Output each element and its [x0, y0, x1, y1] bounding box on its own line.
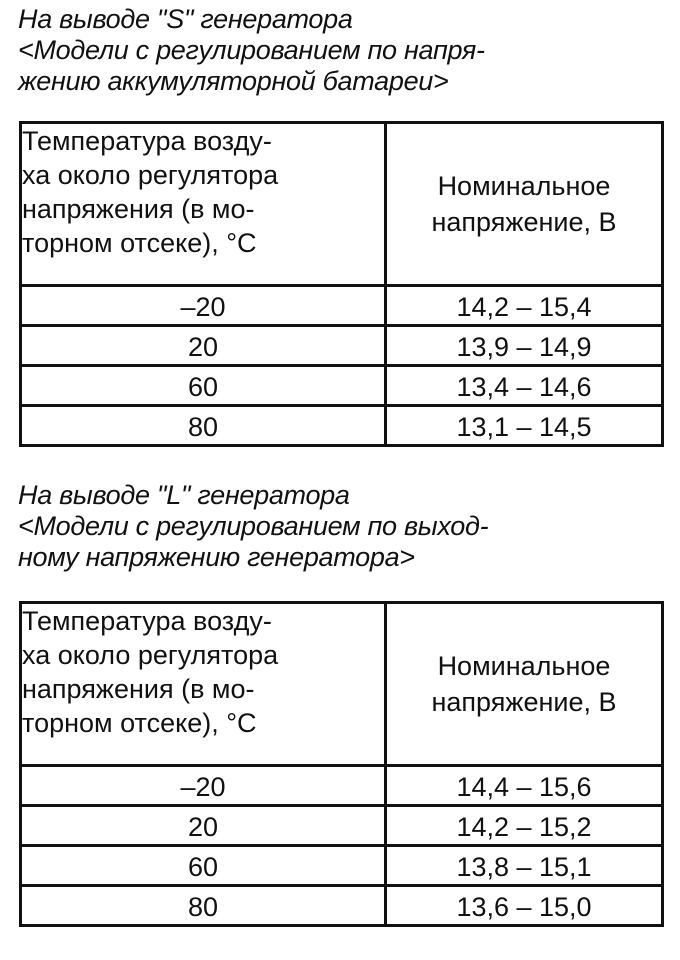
voltage-cell: 13,1 – 14,5	[386, 406, 663, 446]
voltage-table-s-terminal	[19, 121, 664, 447]
header-voltage-line: Номинальное	[437, 171, 611, 201]
temperature-cell: –20	[21, 766, 386, 806]
table-row	[21, 326, 663, 366]
table-row	[21, 846, 663, 886]
header-voltage-line: Номинальное	[437, 651, 611, 681]
header-voltage	[386, 603, 663, 766]
header-temperature	[21, 123, 386, 286]
header-temperature-line: ха около регулятора	[22, 160, 279, 190]
table-row	[21, 886, 663, 926]
table-row	[21, 286, 663, 326]
voltage-cell: 14,2 – 15,2	[386, 806, 663, 846]
voltage-cell: 13,4 – 14,6	[386, 366, 663, 406]
table-row	[21, 366, 663, 406]
voltage-table-l-terminal	[19, 601, 664, 927]
header-temperature	[21, 603, 386, 766]
temperature-cell: 80	[21, 886, 386, 926]
heading-line: <Модели с регулированием по напря-	[18, 35, 485, 65]
voltage-cell: 14,4 – 15,6	[386, 766, 663, 806]
temperature-cell: 80	[21, 406, 386, 446]
header-temperature-line: ха около регулятора	[22, 640, 279, 670]
temperature-cell: 20	[21, 326, 386, 366]
temperature-cell: 60	[21, 366, 386, 406]
voltage-cell: 13,9 – 14,9	[386, 326, 663, 366]
heading-line: жению аккумуляторной батареи>	[18, 66, 449, 96]
heading-line: <Модели с регулированием по выход-	[18, 511, 489, 541]
header-temperature-line: напряжения (в мо-	[22, 194, 255, 224]
header-voltage	[386, 123, 663, 286]
table-row	[21, 406, 663, 446]
temperature-cell: 20	[21, 806, 386, 846]
heading-line: ному напряжению генератора>	[18, 542, 415, 572]
heading-line: На выводе "S" генератора	[18, 4, 353, 34]
header-temperature-line: торном отсеке), °C	[22, 228, 257, 258]
voltage-cell: 13,6 – 15,0	[386, 886, 663, 926]
header-temperature-line: Температура возду-	[22, 606, 272, 636]
temperature-cell: 60	[21, 846, 386, 886]
table-header-row	[21, 603, 663, 766]
header-voltage-line: напряжение, В	[431, 687, 617, 717]
section-heading-s-terminal	[18, 4, 668, 97]
voltage-cell: 14,2 – 15,4	[386, 286, 663, 326]
heading-line: На выводе "L" генератора	[18, 480, 350, 510]
header-temperature-line: торном отсеке), °C	[22, 708, 257, 738]
table-row	[21, 766, 663, 806]
header-temperature-line: Температура возду-	[22, 126, 272, 156]
header-voltage-line: напряжение, В	[431, 207, 617, 237]
temperature-cell: –20	[21, 286, 386, 326]
section-heading-l-terminal	[18, 480, 668, 573]
table-header-row	[21, 123, 663, 286]
voltage-cell: 13,8 – 15,1	[386, 846, 663, 886]
header-temperature-line: напряжения (в мо-	[22, 674, 255, 704]
table-row	[21, 806, 663, 846]
